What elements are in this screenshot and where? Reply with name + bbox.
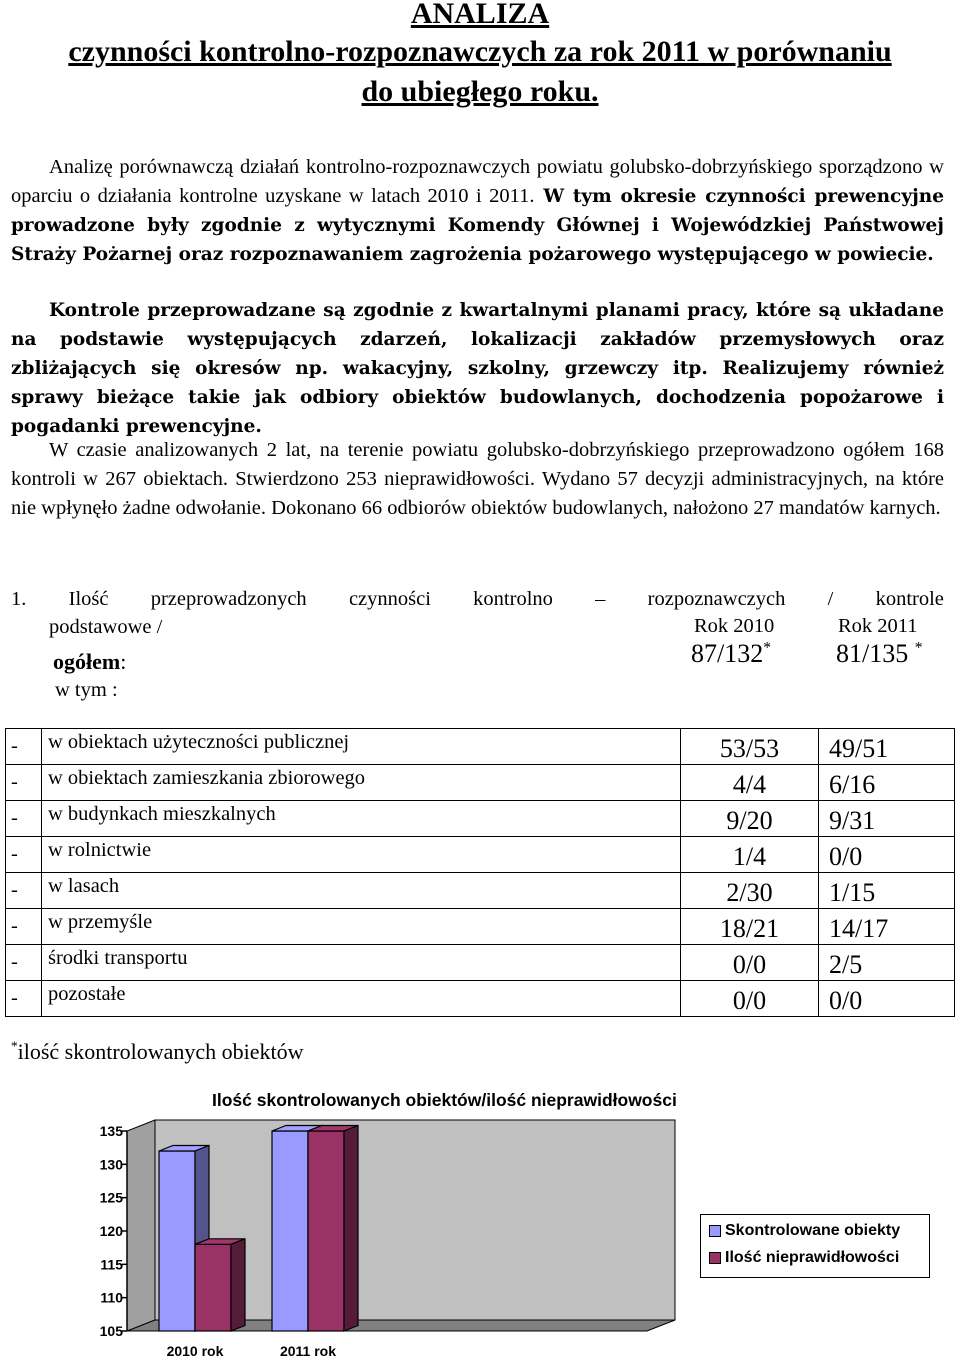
legend-item-1 — [709, 1222, 900, 1240]
total-label-word: ogółem — [53, 649, 121, 674]
paragraph-controls: Kontrole przeprowadzane są zgodnie z kwartalnymi planami pracy, które są układane na podstawie występujących zdarzeń, lokalizacji zakładów przemysłowych oraz zbliżających się okresów np. wakacyjny, szkolny, grzewczy itp. Realizujemy również sprawy bieżące takie jak odbiory obiektów budowlanych, dochodzenia popożarowe i pogadanki prewencyjne. — [11, 300, 944, 437]
year-2010-header: Rok 2010 — [694, 615, 775, 637]
paragraph-intro — [11, 153, 944, 269]
row-dash: - — [6, 801, 42, 837]
total-2011 — [836, 640, 923, 668]
section-word: / — [827, 588, 834, 610]
row-value-2011: 2/5 — [819, 945, 955, 981]
section-word: kontrole — [875, 588, 944, 610]
paragraph-intro-bold: W tym okresie czynności prewencyjne prowadzone były zgodnie z wytycznymi Komendy Głównej i Wojewódzkiej Państwowej Straży Pożarnej oraz rozpoznawaniem zagrożenia pożarowego występującego w powiecie. — [11, 186, 944, 265]
table-row — [6, 801, 955, 837]
row-dash: - — [6, 873, 42, 909]
row-label: środki transportu — [42, 945, 681, 981]
total-2010 — [691, 640, 771, 668]
row-value-2011: 14/17 — [819, 909, 955, 945]
total-label — [53, 648, 126, 676]
table-row — [6, 837, 955, 873]
bar-front — [159, 1151, 195, 1331]
section-word: przeprowadzonych — [150, 588, 307, 610]
row-label: pozostałe — [42, 981, 681, 1017]
footnote-star: * — [11, 1038, 18, 1054]
row-value-2011: 49/51 — [819, 729, 955, 765]
total-2010-star: * — [763, 639, 772, 657]
year-2011-header: Rok 2011 — [838, 615, 918, 637]
y-tick-label: 125 — [99, 1189, 123, 1206]
section-word: kontrolno — [473, 588, 553, 610]
total-2011-value: 81/135 — [836, 639, 909, 668]
row-dash: - — [6, 837, 42, 873]
legend-label-2: Ilość nieprawidłowości — [725, 1249, 900, 1266]
table-row — [6, 945, 955, 981]
row-label: w obiektach użyteczności publicznej — [42, 729, 681, 765]
bar-front — [308, 1131, 344, 1331]
title-line-1: ANALIZA — [410, 0, 550, 30]
title-line-3: do ubiegłego roku. — [361, 75, 599, 108]
table-row — [6, 765, 955, 801]
row-label: w rolnictwie — [42, 837, 681, 873]
row-dash: - — [6, 981, 42, 1017]
section-word: czynności — [348, 588, 431, 610]
total-2011-star: * — [914, 639, 923, 657]
paragraph-intro-normal: Analizę porównawczą działań kontrolno-rozpoznawczych powiatu golubsko-dobrzyńskiego sporządzono w oparciu o działania kontrolne uzyskane w latach 2010 i 2011. — [11, 156, 944, 207]
row-value-2010: 53/53 — [681, 729, 819, 765]
y-tick-label: 115 — [100, 1256, 123, 1273]
legend-swatch-2 — [709, 1252, 721, 1264]
y-tick-label: 135 — [99, 1123, 123, 1139]
row-value-2010: 2/30 — [681, 873, 819, 909]
row-label: w budynkach mieszkalnych — [42, 801, 681, 837]
row-value-2010: 4/4 — [681, 765, 819, 801]
table-row — [6, 729, 955, 765]
y-tick-label: 130 — [99, 1156, 123, 1173]
row-dash: - — [6, 909, 42, 945]
total-2010-value: 87/132 — [691, 639, 764, 668]
row-value-2010: 0/0 — [681, 981, 819, 1017]
row-label: w obiektach zamieszkania zbiorowego — [42, 765, 681, 801]
chart-legend — [700, 1214, 930, 1278]
bar-front — [272, 1131, 308, 1331]
section-heading — [11, 585, 944, 641]
bar-side — [231, 1239, 245, 1331]
row-value-2011: 1/15 — [819, 873, 955, 909]
legend-label-1: Skontrolowane obiekty — [725, 1222, 901, 1239]
row-value-2010: 1/4 — [681, 837, 819, 873]
legend-swatch-1 — [709, 1225, 721, 1237]
section-number: 1. — [11, 588, 27, 610]
row-label: w przemyśle — [42, 909, 681, 945]
title-line-2: czynności kontrolno-rozpoznawczych za rok 2011 w porównaniu — [68, 35, 892, 68]
section-word: rozpoznawczych — [647, 588, 786, 610]
row-value-2010: 18/21 — [681, 909, 819, 945]
bar-side — [344, 1126, 358, 1332]
section-word: – — [595, 588, 606, 610]
y-tick-label: 120 — [99, 1223, 123, 1239]
table-row — [6, 981, 955, 1017]
footnote — [11, 1037, 304, 1067]
row-dash: - — [6, 945, 42, 981]
section-word: Ilość — [68, 588, 109, 610]
breakdown-label: w tym : — [55, 679, 118, 701]
table-row — [6, 873, 955, 909]
row-value-2010: 9/20 — [681, 801, 819, 837]
row-value-2011: 9/31 — [819, 801, 955, 837]
row-value-2010: 0/0 — [681, 945, 819, 981]
row-value-2011: 0/0 — [819, 837, 955, 873]
chart-side-wall — [127, 1120, 155, 1331]
breakdown-table — [5, 728, 955, 1017]
section-heading-line-1 — [11, 585, 944, 613]
row-label: w lasach — [42, 873, 681, 909]
y-tick-label: 110 — [100, 1289, 123, 1306]
footnote-text: ilość skontrolowanych obiektów — [17, 1039, 304, 1064]
legend-item-2 — [709, 1249, 899, 1267]
x-category-label: 2010 rok — [166, 1343, 224, 1359]
x-category-label: 2011 rok — [279, 1343, 337, 1359]
bar-front — [195, 1244, 231, 1331]
paragraph-summary: W czasie analizowanych 2 lat, na terenie powiatu golubsko-dobrzyńskiego przeprowadzono ogółem 168 kontroli w 267 obiektach. Stwierdzono 253 nieprawidłowości. Wydano 57 decyzji administracyjnych, na które nie wpłynęło żadne odwołanie. Dokonano 66 odbiorów obiektów budowlanych, nałożono 27 mandatów karnych. — [11, 439, 944, 519]
y-tick-label: 105 — [99, 1323, 123, 1339]
table-row — [6, 909, 955, 945]
row-value-2011: 6/16 — [819, 765, 955, 801]
total-label-colon: : — [120, 649, 127, 674]
chart-title: Ilość skontrolowanych obiektów/ilość nieprawidłowości — [212, 1090, 677, 1110]
section-heading-line-2: podstawowe / — [49, 616, 163, 638]
row-dash: - — [6, 729, 42, 765]
row-value-2011: 0/0 — [819, 981, 955, 1017]
row-dash: - — [6, 765, 42, 801]
